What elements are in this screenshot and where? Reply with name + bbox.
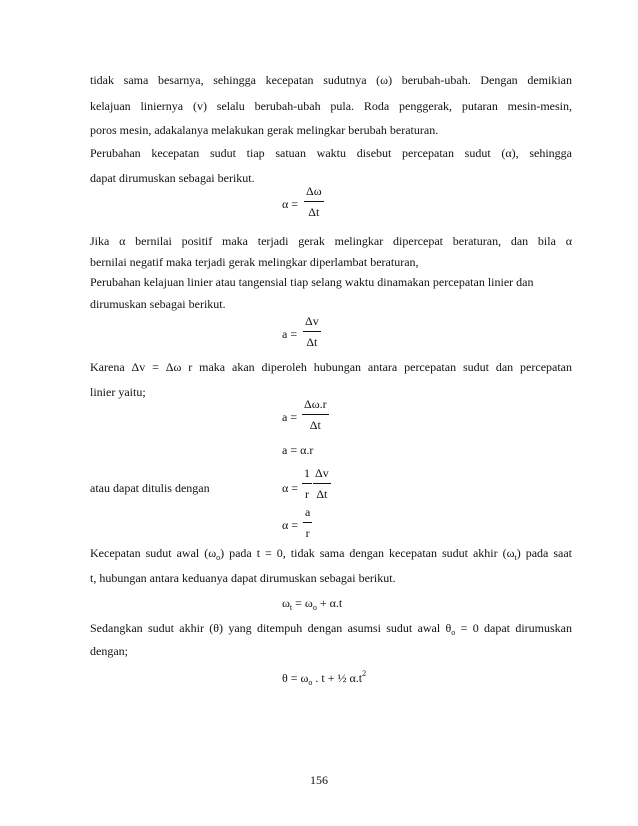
numerator: Δv: [315, 466, 329, 480]
text-fragment: ) pada t = 0, tidak sama dengan kecepatan sudut akhir (ω: [220, 546, 515, 560]
fraction-bar: [302, 483, 312, 484]
paragraph-line: dirumuskan sebagai berikut.: [90, 297, 226, 311]
paragraph-line: [90, 621, 572, 640]
subscript: o: [312, 603, 317, 612]
numerator: Δω.r: [304, 397, 327, 411]
paragraph-line: tidak sama besarnya, sehingga kecepatan sudutnya (ω) berubah-ubah. Dengan demikian: [90, 73, 572, 87]
denominator: Δt: [309, 418, 321, 432]
paragraph-line: Karena Δv = Δω r maka akan diperoleh hubungan antara percepatan sudut dan percepatan: [90, 360, 572, 374]
denominator: Δt: [316, 487, 328, 501]
paragraph-line: kelajuan liniernya (v) selalu berubah-ubah pula. Roda penggerak, putaran mesin-mesin,: [90, 99, 572, 113]
text-fragment: ) pada saat: [516, 546, 572, 560]
paragraph-line: dapat dirumuskan sebagai berikut.: [90, 171, 255, 185]
fraction-bar: [304, 201, 324, 202]
equation: [282, 596, 342, 615]
numerator: a: [305, 505, 311, 519]
fraction: [302, 466, 312, 501]
page-number: 156: [310, 773, 328, 787]
paragraph-line: [90, 546, 572, 565]
fraction: [303, 505, 312, 540]
paragraph-line: Perubahan kelajuan linier atau tangensial tiap selang waktu dinamakan percepatan linier dan: [90, 275, 534, 289]
text-fragment: = 0 dapat dirumuskan: [455, 621, 572, 635]
text-fragment: = ω: [292, 596, 313, 610]
equation-lhs: α =: [282, 518, 299, 532]
text-fragment: . t + ½ α.t: [312, 671, 363, 685]
text-run: [90, 546, 572, 560]
numerator: 1: [304, 466, 310, 480]
paragraph-line: Perubahan kecepatan sudut tiap satuan waktu disebut percepatan sudut (α), sehingga: [90, 146, 572, 160]
fraction-bar: [302, 414, 329, 415]
fraction-bar: [303, 522, 312, 523]
paragraph-line: Jika α bernilai positif maka terjadi gerak melingkar dipercepat beraturan, dan bila α: [90, 234, 572, 248]
equation-lhs: α =: [282, 481, 299, 495]
paragraph-line: dengan;: [90, 644, 128, 658]
paragraph-line: poros mesin, adakalanya melakukan gerak melingkar berubah beraturan.: [90, 123, 439, 137]
fraction-bar: [313, 483, 331, 484]
fraction-bar: [303, 331, 321, 332]
fraction: [313, 466, 331, 501]
equation-label: atau dapat ditulis dengan: [90, 481, 210, 495]
denominator: r: [305, 487, 309, 501]
superscript: 2: [362, 669, 367, 678]
equation-lhs: a =: [282, 327, 298, 341]
equation: a = α.r: [282, 443, 314, 457]
text-fragment: Sedangkan sudut akhir (θ) yang ditempuh dengan asumsi sudut awal θ: [90, 621, 452, 635]
numerator: Δv: [305, 314, 319, 328]
subscript: t: [289, 603, 293, 612]
equation-lhs: a =: [282, 410, 298, 424]
text-fragment: + α.t: [316, 596, 343, 610]
subscript: o: [216, 553, 221, 562]
equation-lhs: α =: [282, 197, 299, 211]
subscript: o: [451, 628, 456, 637]
text-fragment: Kecepatan sudut awal (ω: [90, 546, 217, 560]
text-fragment: θ = ω: [282, 671, 309, 685]
paragraph-line: bernilai negatif maka terjadi gerak melingkar diperlambat beraturan,: [90, 255, 419, 269]
fraction: [302, 397, 329, 432]
fraction: [303, 314, 321, 349]
paragraph-line: t, hubungan antara keduanya dapat dirumuskan sebagai berikut.: [90, 571, 396, 585]
paragraph-line: linier yaitu;: [90, 385, 146, 399]
denominator: Δt: [308, 205, 320, 219]
text-fragment: ω: [282, 596, 290, 610]
fraction: [304, 184, 324, 219]
numerator: Δω: [306, 184, 322, 198]
denominator: r: [305, 526, 310, 540]
subscript: o: [308, 678, 313, 687]
equation: [282, 667, 366, 690]
subscript: t: [514, 553, 517, 562]
denominator: Δt: [306, 335, 318, 349]
